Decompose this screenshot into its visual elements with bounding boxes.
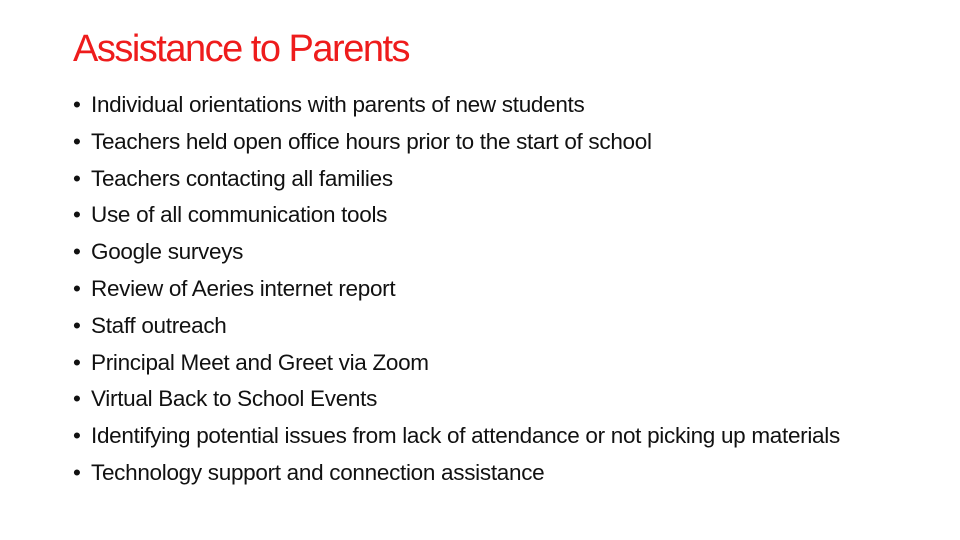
bullet-icon: • <box>73 459 81 485</box>
bullet-icon: • <box>73 92 81 117</box>
bullet-text: Principal Meet and Greet via Zoom <box>91 349 429 375</box>
bullet-text: Staff outreach <box>91 312 227 338</box>
bullet-text: Individual orientations with parents of new students <box>91 92 585 117</box>
bullet-icon: • <box>73 312 81 338</box>
bullet-item <box>73 129 893 155</box>
bullet-icon: • <box>73 239 81 265</box>
bullet-icon: • <box>73 128 81 154</box>
bullet-item <box>73 166 893 192</box>
slide-title: Assistance to Parents <box>73 28 410 70</box>
bullet-icon: • <box>73 423 81 449</box>
bullet-icon: • <box>73 275 81 301</box>
bullet-icon: • <box>73 202 81 228</box>
bullet-text: Virtual Back to School Events <box>91 386 378 412</box>
bullet-item <box>73 423 893 449</box>
bullet-text: Technology support and connection assistance <box>91 459 545 485</box>
bullet-item <box>73 313 893 339</box>
bullet-text: Identifying potential issues from lack of attendance or not picking up materials <box>91 423 840 449</box>
bullet-text: Teachers held open office hours prior to the start of school <box>91 128 652 154</box>
bullet-text: Review of Aeries internet report <box>91 275 396 301</box>
bullet-icon: • <box>73 386 81 412</box>
bullet-item <box>73 276 893 302</box>
bullet-item <box>73 386 893 412</box>
bullet-item <box>73 350 893 376</box>
bullet-text: Teachers contacting all families <box>91 165 393 191</box>
bullet-item <box>73 202 893 228</box>
bullet-item <box>73 239 893 265</box>
bullet-icon: • <box>73 349 81 375</box>
bullet-icon: • <box>73 165 81 191</box>
bullet-item <box>73 92 893 118</box>
bullet-list <box>73 92 893 497</box>
bullet-text: Use of all communication tools <box>91 202 388 228</box>
bullet-item <box>73 460 893 486</box>
bullet-text: Google surveys <box>91 239 244 265</box>
